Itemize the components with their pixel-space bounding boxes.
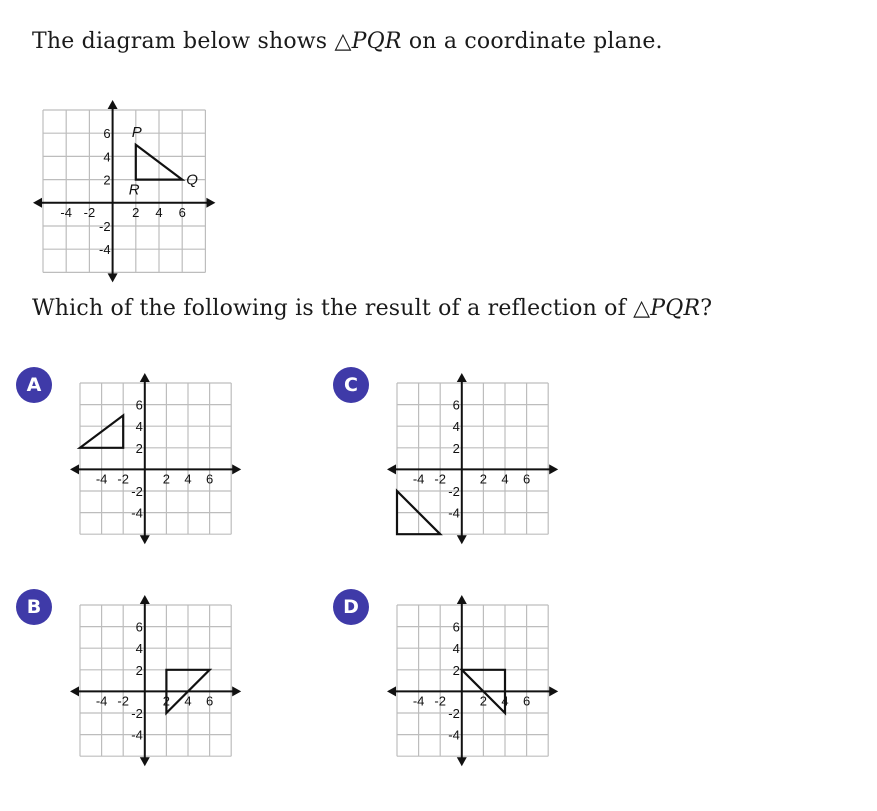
arrow-up-icon (108, 100, 118, 109)
x-tick-label: 2 (132, 204, 140, 220)
option-b-graph[interactable] (66, 593, 258, 771)
x-tick-label: 4 (184, 693, 192, 709)
arrow-left-icon (70, 686, 79, 696)
arrow-right-icon (232, 686, 241, 696)
question-text: on a coordinate plane. (401, 29, 663, 54)
coordinate-plane (29, 98, 221, 290)
x-tick-label: -4 (95, 693, 108, 709)
y-tick-label: 2 (103, 172, 111, 188)
vertex-label: Q (186, 171, 198, 189)
question-prompt (32, 29, 663, 54)
y-tick-label: -2 (131, 706, 143, 721)
arrow-left-icon (387, 686, 396, 696)
y-tick-label: -2 (131, 484, 143, 499)
y-tick-label: 6 (135, 397, 143, 413)
y-tick-label: 6 (135, 619, 143, 635)
triangle-symbol: △ (633, 296, 651, 321)
y-tick-label: 6 (452, 619, 460, 635)
question-text: Which of the following is the result of a reflection of (32, 296, 634, 321)
y-tick-label: -4 (448, 505, 460, 521)
y-tick-label: 2 (135, 662, 143, 678)
x-tick-label: 6 (522, 471, 531, 487)
y-tick-label: -4 (131, 727, 143, 743)
option-c-badge[interactable]: C (333, 367, 369, 403)
y-tick-label: 2 (135, 440, 143, 456)
coordinate-plane (66, 593, 258, 771)
y-tick-label: 4 (452, 641, 460, 657)
x-tick-label: 2 (162, 693, 171, 709)
y-tick-label: 2 (452, 440, 460, 456)
x-tick-label: -4 (412, 693, 425, 709)
question-text: The diagram below shows (32, 29, 335, 54)
main-diagram (29, 98, 221, 290)
y-tick-label: -4 (448, 727, 460, 743)
arrow-up-icon (140, 373, 150, 382)
y-tick-label: -4 (99, 242, 111, 258)
option-c-graph[interactable] (383, 371, 575, 549)
y-tick-label: -2 (99, 219, 111, 234)
x-tick-label: 4 (501, 471, 509, 487)
question-prompt-reflection (32, 296, 712, 321)
option-d-graph[interactable] (383, 593, 575, 771)
y-tick-label: 6 (103, 126, 111, 142)
x-tick-label: -4 (412, 471, 425, 487)
x-tick-label: -2 (117, 693, 129, 709)
y-tick-label: 4 (103, 149, 111, 165)
x-tick-label: -4 (95, 471, 108, 487)
option-a-badge[interactable]: A (16, 367, 52, 403)
y-tick-label: 6 (452, 397, 460, 413)
y-tick-label: 4 (135, 419, 143, 435)
coordinate-plane (66, 371, 258, 549)
arrow-left-icon (33, 198, 42, 208)
y-tick-label: -2 (448, 706, 460, 721)
x-tick-label: -2 (83, 204, 96, 220)
y-tick-label: -4 (131, 505, 143, 521)
x-tick-label: 4 (184, 471, 192, 487)
y-tick-label: 4 (452, 419, 460, 435)
question-text: ? (700, 296, 713, 321)
coordinate-plane (383, 371, 575, 549)
arrow-up-icon (457, 595, 467, 604)
x-tick-label: 6 (522, 693, 531, 709)
y-tick-label: 4 (135, 641, 143, 657)
triangle-symbol: △ (334, 29, 352, 54)
y-tick-label: 2 (452, 662, 460, 678)
arrow-down-icon (140, 757, 150, 766)
x-tick-label: 4 (155, 204, 163, 220)
coordinate-plane (383, 593, 575, 771)
x-tick-label: 2 (479, 693, 488, 709)
x-tick-label: -2 (117, 471, 129, 487)
arrow-right-icon (549, 464, 558, 474)
y-tick-label: -2 (448, 484, 460, 499)
triangle-name: PQR (351, 29, 402, 54)
x-tick-label: 6 (178, 204, 186, 220)
arrow-down-icon (108, 273, 118, 282)
arrow-right-icon (206, 198, 215, 208)
triangle-name: PQR (650, 296, 701, 321)
option-d-badge[interactable]: D (333, 589, 369, 625)
vertex-label: P (131, 123, 142, 141)
arrow-down-icon (457, 535, 467, 544)
arrow-down-icon (140, 535, 150, 544)
arrow-up-icon (140, 595, 150, 604)
vertex-label: R (128, 181, 140, 199)
x-tick-label: 6 (205, 693, 214, 709)
x-tick-label: 2 (162, 471, 171, 487)
arrow-down-icon (457, 757, 467, 766)
option-a-graph[interactable] (66, 371, 258, 549)
x-tick-label: -2 (434, 693, 446, 709)
x-tick-label: 4 (501, 693, 509, 709)
x-tick-label: 6 (205, 471, 214, 487)
arrow-left-icon (70, 464, 79, 474)
arrow-right-icon (232, 464, 241, 474)
x-tick-label: -2 (434, 471, 446, 487)
x-tick-label: -4 (60, 204, 72, 220)
x-tick-label: 2 (479, 471, 488, 487)
arrow-left-icon (387, 464, 396, 474)
arrow-right-icon (549, 686, 558, 696)
arrow-up-icon (457, 373, 467, 382)
option-b-badge[interactable]: B (16, 589, 52, 625)
